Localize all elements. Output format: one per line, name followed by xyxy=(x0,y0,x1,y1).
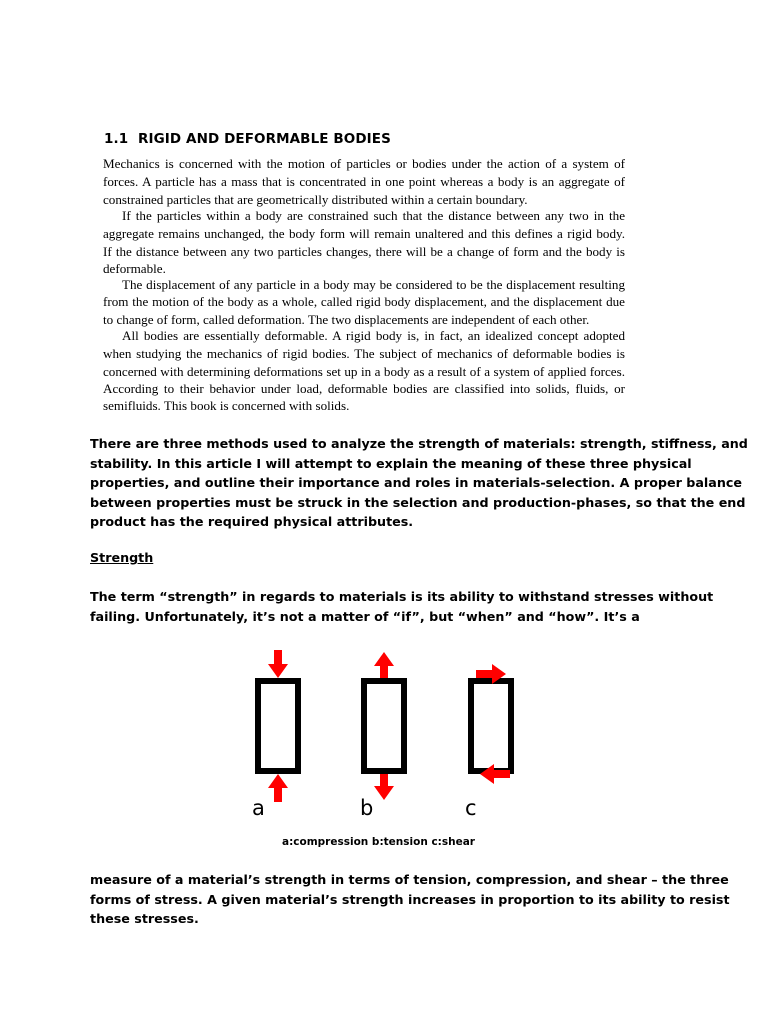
paragraph-line: between properties must be struck in the selection and production-phases, so that the end xyxy=(90,494,746,510)
shear-bar xyxy=(471,681,511,771)
compression-bar xyxy=(258,681,298,771)
scanned-line: aggregate remains unchanged, the body form will remain unaltered and this defines a rigid body. xyxy=(103,226,625,241)
figure-label-b: b xyxy=(360,796,374,820)
paragraph-line: failing. Unfortunately, it’s not a matter of “if”, but “when” and “how”. It’s a xyxy=(90,608,640,624)
paragraph-line: There are three methods used to analyze the strength of materials: strength, stiffness, and xyxy=(90,436,748,451)
paragraph-line: forms of stress. A given material’s strength increases in proportion to its ability to resist xyxy=(90,891,730,907)
figure-caption: a:compression b:tension c:shear xyxy=(282,836,475,848)
arrow-left-icon xyxy=(480,764,510,784)
arrow-down-icon xyxy=(374,774,394,800)
figure-label-a: a xyxy=(252,796,265,820)
section-title: RIGID AND DEFORMABLE BODIES xyxy=(138,131,391,147)
scanned-line: deformable. xyxy=(103,261,166,276)
strength-heading: Strength xyxy=(90,550,154,565)
scanned-line: forces. A particle has a mass that is concentrated in one point whereas a body is an aggregate of xyxy=(103,174,625,189)
paragraph-line: stability. In this article I will attempt to explain the meaning of these three physical xyxy=(90,455,692,471)
tension-bar xyxy=(364,681,404,771)
paragraph-line: The term “strength” in regards to materials is its ability to withstand stresses without xyxy=(90,589,714,604)
scanned-line: The displacement of any particle in a body may be considered to be the displacement resulting xyxy=(122,277,625,292)
compression-diagram xyxy=(258,650,298,802)
paragraph-line: product has the required physical attributes. xyxy=(90,514,414,529)
arrow-up-icon xyxy=(374,652,394,678)
figure-label-c: c xyxy=(465,796,477,820)
stress-types-figure xyxy=(240,644,540,826)
scanned-line: constrained particles that are geometrically distributed within a certain boundary. xyxy=(103,192,528,207)
scanned-line: Mechanics is concerned with the motion of particles or bodies under the action of a system of xyxy=(103,156,625,171)
paragraph-line: properties, and outline their importance and roles in materials-selection. A proper balance xyxy=(90,475,742,490)
scanned-line: to change of form, called deformation. The two displacements are independent of each other. xyxy=(103,312,590,327)
scanned-line: when studying the mechanics of rigid bodies. The subject of mechanics of deformable bodies is xyxy=(103,346,625,361)
section-number: 1.1 xyxy=(104,131,129,147)
scanned-line: According to their behavior under load, deformable bodies are classified into solids, fluids, or xyxy=(103,381,625,396)
paragraph-line: these stresses. xyxy=(90,911,199,926)
scanned-line: concerned with determining deformations set up in a body as a result of a system of applied forces. xyxy=(103,364,625,379)
scanned-line: from the motion of the body as a whole, called rigid body displacement, and the displacement due xyxy=(103,294,625,309)
paragraph-line: measure of a material’s strength in terms of tension, compression, and shear – the three xyxy=(90,872,729,887)
arrow-down-icon xyxy=(268,650,288,678)
shear-diagram xyxy=(471,664,511,784)
scanned-line: semifluids. This book is concerned with solids. xyxy=(103,398,350,413)
scanned-line: If the particles within a body are constrained such that the distance between any two in the xyxy=(122,208,625,223)
scanned-line: If the distance between any two particles changes, there will be a change of form and the body is xyxy=(103,244,625,259)
intro-paragraph xyxy=(90,434,748,532)
scanned-line: All bodies are essentially deformable. A rigid body is, in fact, an idealized concept adopted xyxy=(122,328,625,343)
closing-paragraph xyxy=(90,870,730,929)
scanned-section-heading xyxy=(104,131,391,147)
strength-paragraph xyxy=(90,587,714,626)
tension-diagram xyxy=(364,652,404,800)
arrow-up-icon xyxy=(268,774,288,802)
